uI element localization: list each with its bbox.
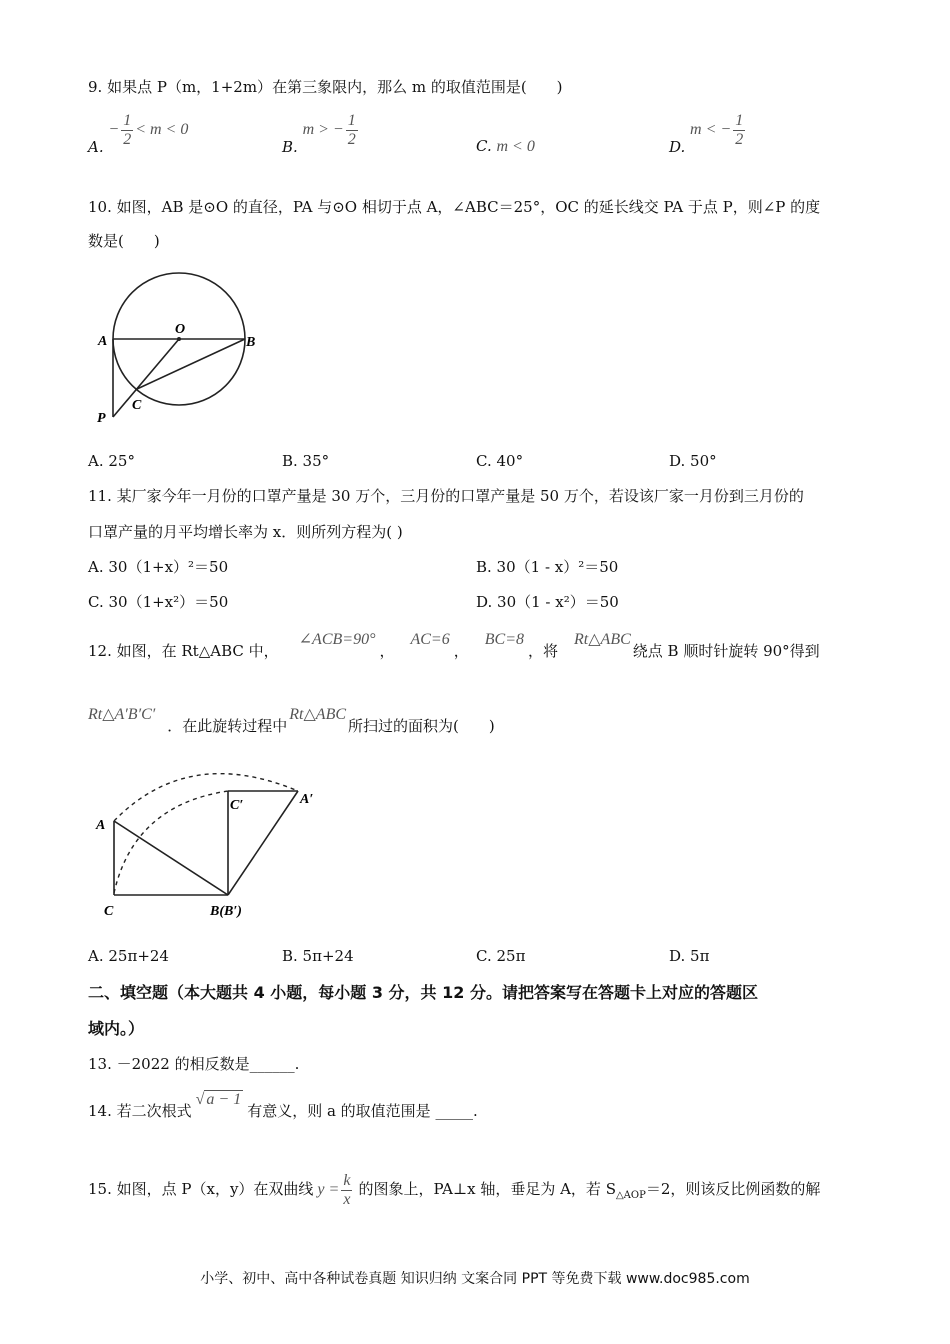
q9-option-b-frac — [346, 112, 358, 149]
q11-option-a: A. 30（1+x）²＝50 — [88, 558, 229, 576]
q9-option-b-math — [302, 112, 360, 148]
q9-option-b-left: m > − — [302, 121, 344, 139]
section2-heading-line2: 域内。） — [88, 1019, 145, 1038]
q9-option-d-label: D. — [669, 138, 686, 157]
q12-arc-inner — [114, 791, 228, 893]
q10-label-o: O — [175, 322, 186, 337]
q10-label-b: B — [246, 335, 256, 350]
q9-option-a-num: 1 — [123, 112, 132, 129]
q11-stem-line2: 口罩产量的月平均增长率为 x．则所列方程为( ) — [88, 523, 403, 541]
q12-comma-jiang: ，将 — [528, 642, 559, 660]
q14-radicand: a − 1 — [206, 1091, 242, 1108]
q12-option-b: B. 5π+24 — [282, 947, 354, 965]
q12-side-ab — [114, 821, 228, 895]
q9-option-b — [282, 112, 360, 157]
q9-option-d-left: m < − — [690, 121, 732, 139]
q12-option-a: A. 25π+24 — [88, 947, 169, 965]
q9-option-c-math: m < 0 — [496, 138, 535, 155]
q14-suffix: 有意义，则 a 的取值范围是 _____. — [247, 1102, 478, 1120]
q11-option-d: D. 30（1 - x²）＝50 — [476, 593, 619, 611]
q11-option-c: C. 30（1+x²）＝50 — [88, 593, 229, 611]
q12-math-triangle-2: Rt△ABC — [289, 706, 347, 723]
q9-option-d-math — [690, 112, 747, 148]
q12-stem-line1 — [88, 631, 820, 663]
q15-equation — [317, 1172, 354, 1208]
q12-arc-outer — [114, 774, 298, 821]
q9-stem-suffix: 在第三象限内，那么 m 的取值范围是( ) — [272, 78, 563, 96]
q9-option-c — [476, 135, 535, 158]
q15-eq-den: x — [343, 1191, 351, 1208]
q9-stem-point: P（m，1+2m） — [156, 78, 273, 96]
q10-option-b: B. 35° — [282, 452, 330, 470]
q10-stem-line2: 数是( ) — [88, 232, 160, 250]
q9-option-a-right: < m < 0 — [135, 121, 189, 139]
q10-figure — [88, 265, 278, 435]
q14-prefix: 14. 若二次根式 — [88, 1102, 192, 1120]
q15-suffix: ＝2，则该反比例函数的解 — [645, 1180, 821, 1199]
q9-option-a-math — [108, 112, 189, 148]
q9-option-d-num: 1 — [735, 112, 744, 129]
q10-option-a: A. 25° — [88, 452, 135, 470]
q9-option-a-den: 2 — [123, 131, 132, 148]
q9-option-a-left: − — [108, 121, 120, 139]
page-footer: 小学、初中、高中各种试卷真题 知识归纳 文案合同 PPT 等免费下载 www.doc985.com — [200, 1271, 750, 1287]
q12-figure — [88, 755, 348, 925]
q14-stem — [88, 1091, 478, 1123]
q15-eq-left: y = — [317, 1181, 340, 1199]
q12-label-a: A — [96, 818, 106, 833]
q15-stem — [88, 1172, 820, 1209]
q12-label-a-prime: A′ — [300, 792, 314, 807]
q12-sep-2: ， — [453, 642, 469, 660]
q10-line-po — [113, 339, 179, 417]
q12-math-ac: AC=6 — [410, 631, 450, 648]
q11-option-b: B. 30（1 - x）²＝50 — [476, 558, 619, 576]
q9-option-a-label: A. — [88, 138, 104, 157]
q9-option-d-den: 2 — [735, 131, 744, 148]
q9-option-d — [669, 112, 747, 157]
q12-suffix-1: 绕点 B 顺时针旋转 90°得到 — [632, 642, 820, 660]
q9-option-b-num: 1 — [347, 112, 356, 129]
section2-heading-line1: 二、填空题（本大题共 4 小题，每小题 3 分，共 12 分。请把答案写在答题卡上对应的答题区 — [88, 983, 758, 1002]
q10-option-d: D. 50° — [669, 452, 717, 470]
q12-stem-line2 — [88, 706, 495, 738]
q12-mid: ．在此旋转过程中 — [167, 717, 288, 735]
q12-suffix-2: 所扫过的面积为( ) — [348, 717, 495, 735]
q13-stem: 13. －2022 的相反数是______. — [88, 1055, 300, 1073]
q15-eq-num: k — [343, 1172, 351, 1189]
q10-stem-line1: 10. 如图，AB 是⊙O 的直径，PA 与⊙O 相切于点 A，∠ABC＝25°，OC 的延长线交 PA 于点 P，则∠P 的度 — [88, 198, 821, 216]
q9-stem-prefix: 9. 如果点 — [88, 78, 157, 96]
q10-label-p: P — [97, 411, 106, 426]
q12-math-angle: ∠ACB=90° — [298, 631, 376, 648]
q9-option-c-label: C. — [476, 137, 492, 155]
q15-prefix: 15. 如图，点 P（x，y）在双曲线 — [88, 1180, 314, 1199]
q12-label-c-prime: C′ — [230, 798, 244, 813]
q9-stem — [88, 76, 563, 98]
q12-label-c: C — [104, 904, 114, 919]
q10-label-a: A — [98, 334, 108, 349]
q14-radical: √ a − 1 — [195, 1091, 242, 1108]
q12-math-triangle-rotated: Rt△A′B′C′ — [88, 706, 156, 723]
q12-sep-1: ， — [379, 642, 395, 660]
q12-label-b: B(B′) — [210, 904, 242, 919]
q12-prefix: 12. 如图，在 Rt△ABC 中， — [88, 642, 279, 660]
q10-point-o — [177, 337, 181, 341]
q15-mid: 的图象上，PA⊥x 轴，垂足为 A，若 S — [358, 1180, 616, 1199]
q10-label-c: C — [132, 398, 142, 413]
q9-option-a — [88, 112, 189, 157]
q12-option-c: C. 25π — [476, 947, 526, 965]
q12-math-bc: BC=8 — [484, 631, 524, 648]
q11-stem-line1: 11. 某厂家今年一月份的口罩产量是 30 万个，三月份的口罩产量是 50 万个，若设该厂家一月份到三月份的 — [88, 487, 804, 505]
q10-option-c: C. 40° — [476, 452, 524, 470]
q15-eq-frac — [341, 1172, 352, 1209]
q9-option-b-den: 2 — [347, 131, 356, 148]
q9-option-a-frac — [121, 112, 133, 149]
q12-math-triangle-1: Rt△ABC — [574, 631, 631, 648]
q9-option-d-frac — [733, 112, 745, 149]
q9-option-b-label: B. — [282, 138, 298, 157]
q15-subscript: △AOP — [615, 1190, 646, 1202]
q12-option-d: D. 5π — [669, 947, 710, 965]
